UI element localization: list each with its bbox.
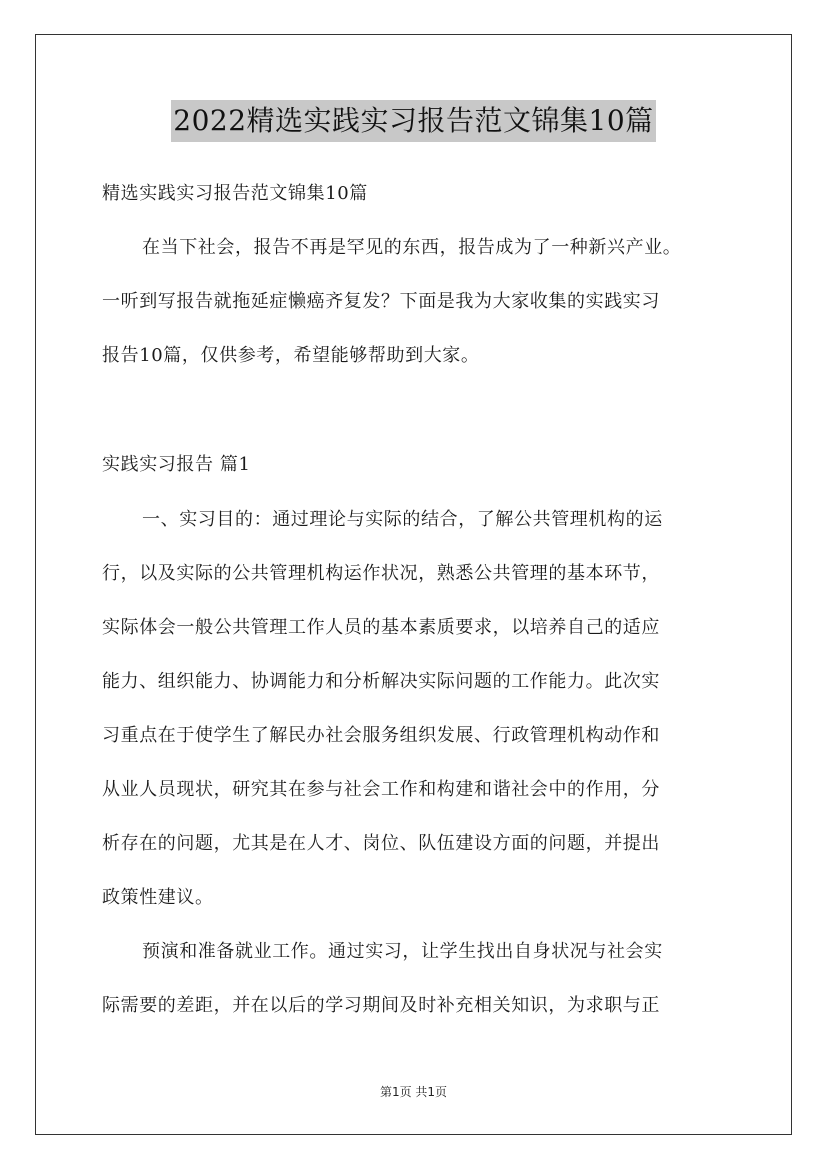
body-line-4: 能力、组织能力、协调能力和分析解决实际问题的工作能力。此次实 xyxy=(102,671,660,692)
title-container xyxy=(0,100,827,142)
section-heading: 实践实习报告 篇1 xyxy=(102,454,251,475)
page-footer: 第1页 共1页 xyxy=(379,1085,448,1099)
body-line-1: 一、实习目的：通过理论与实际的结合，了解公共管理机构的运 xyxy=(142,509,663,530)
intro-line-1: 在当下社会，报告不再是罕见的东西，报告成为了一种新兴产业。 xyxy=(142,237,682,258)
body-line-2: 行，以及实际的公共管理机构运作状况，熟悉公共管理的基本环节， xyxy=(102,563,660,584)
body-line-3: 实际体会一般公共管理工作人员的基本素质要求，以培养自己的适应 xyxy=(102,617,660,638)
body-line-10: 际需要的差距，并在以后的学习期间及时补充相关知识，为求职与正 xyxy=(102,995,660,1016)
document-subtitle: 精选实践实习报告范文锦集10篇 xyxy=(102,183,368,204)
body-line-5: 习重点在于使学生了解民办社会服务组织发展、行政管理机构动作和 xyxy=(102,725,660,746)
body-line-8: 政策性建议。 xyxy=(102,887,214,908)
document-title: 2022精选实践实习报告范文锦集10篇 xyxy=(171,100,655,142)
intro-line-3: 报告10篇，仅供参考，希望能够帮助到大家。 xyxy=(102,345,480,366)
body-line-9: 预演和准备就业工作。通过实习，让学生找出自身状况与社会实 xyxy=(142,941,663,962)
intro-line-2: 一听到写报告就拖延症懒癌齐复发？下面是我为大家收集的实践实习 xyxy=(102,291,660,312)
body-line-7: 析存在的问题，尤其是在人才、岗位、队伍建设方面的问题，并提出 xyxy=(102,833,660,854)
body-line-6: 从业人员现状，研究其在参与社会工作和构建和谐社会中的作用，分 xyxy=(102,779,660,800)
